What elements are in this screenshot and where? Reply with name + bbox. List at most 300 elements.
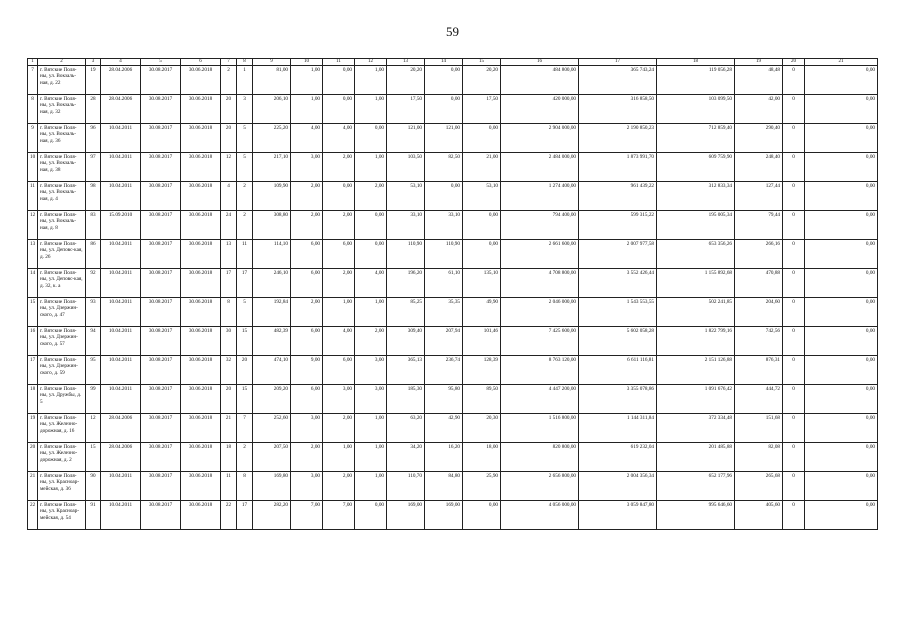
value-cell: 3,00 <box>355 356 387 385</box>
value-cell: 3 <box>237 95 253 124</box>
value-cell: 1,00 <box>323 443 355 472</box>
table-row <box>28 269 878 298</box>
value-cell: 49,90 <box>463 298 501 327</box>
date-cell: 30.08.2017 <box>141 182 181 211</box>
column-number-cell: 5 <box>141 59 181 66</box>
value-cell: 1 516 800,00 <box>501 414 579 443</box>
date-cell: 30.06.2018 <box>181 153 221 182</box>
value-cell: 110,90 <box>387 240 425 269</box>
value-cell: 1 274 400,00 <box>501 182 579 211</box>
value-cell: 6,00 <box>323 356 355 385</box>
address-cell: г. Вятские Поля-ны, ул. Дзержин-ского, д. 47 <box>38 298 86 327</box>
row-index-cell: 18 <box>28 385 38 414</box>
value-cell: 2 904 000,00 <box>501 124 579 153</box>
value-cell: 0,00 <box>355 501 387 530</box>
column-number-cell: 9 <box>253 59 291 66</box>
value-cell: 30 <box>221 327 237 356</box>
value-cell: 1 543 553,55 <box>579 298 657 327</box>
address-cell: г. Вятские Поля-ны, ул. Вокзаль-ная, д. 38 <box>38 153 86 182</box>
value-cell: 217,10 <box>253 153 291 182</box>
value-cell: 2,00 <box>323 153 355 182</box>
date-cell: 30.06.2018 <box>181 240 221 269</box>
value-cell: 2 004 356,34 <box>579 472 657 501</box>
value-cell: 0,00 <box>805 240 878 269</box>
value-cell: 204,60 <box>735 298 783 327</box>
row-index-cell: 9 <box>28 124 38 153</box>
value-cell: 20,20 <box>387 66 425 95</box>
value-cell: 20,30 <box>463 414 501 443</box>
house-id-cell: 97 <box>86 153 101 182</box>
value-cell: 7 <box>237 414 253 443</box>
value-cell: 6,00 <box>291 240 323 269</box>
date-cell: 10.04.2011 <box>101 327 141 356</box>
value-cell: 820 800,00 <box>501 443 579 472</box>
value-cell: 6,00 <box>291 327 323 356</box>
column-number-cell: 8 <box>237 59 253 66</box>
row-index-cell: 19 <box>28 414 38 443</box>
value-cell: 3 355 078,86 <box>579 385 657 414</box>
value-cell: 1,00 <box>355 66 387 95</box>
value-cell: 0,00 <box>805 414 878 443</box>
value-cell: 61,10 <box>425 269 463 298</box>
value-cell: 252,60 <box>253 414 291 443</box>
address-cell: г. Вятские Поля-ны, ул. Дзержин-ского, д. 57 <box>38 327 86 356</box>
value-cell: 17 <box>237 269 253 298</box>
value-cell: 81,00 <box>253 66 291 95</box>
value-cell: 34,20 <box>387 443 425 472</box>
value-cell: 599 315,22 <box>579 211 657 240</box>
address-cell: г. Вятские Поля-ны, ул. Дзержин-ского, д. 59 <box>38 356 86 385</box>
value-cell: 4 056 000,00 <box>501 501 579 530</box>
value-cell: 482,39 <box>253 327 291 356</box>
value-cell: 316 858,50 <box>579 95 657 124</box>
value-cell: 1,00 <box>355 298 387 327</box>
value-cell: 2,00 <box>323 472 355 501</box>
value-cell: 290,40 <box>735 124 783 153</box>
value-cell: 0,00 <box>323 95 355 124</box>
value-cell: 0,00 <box>463 240 501 269</box>
value-cell: 18,00 <box>463 443 501 472</box>
date-cell: 30.06.2018 <box>181 182 221 211</box>
value-cell: 876,31 <box>735 356 783 385</box>
date-cell: 10.04.2011 <box>101 269 141 298</box>
value-cell: 3,00 <box>355 385 387 414</box>
value-cell: 2 151 126,88 <box>657 356 735 385</box>
value-cell: 21,00 <box>463 153 501 182</box>
house-id-cell: 98 <box>86 182 101 211</box>
date-cell: 10.04.2011 <box>101 385 141 414</box>
value-cell: 742,56 <box>735 327 783 356</box>
table-row <box>28 327 878 356</box>
row-index-cell: 10 <box>28 153 38 182</box>
value-cell: 95,80 <box>425 385 463 414</box>
value-cell: 0,00 <box>805 269 878 298</box>
value-cell: 5 <box>237 153 253 182</box>
value-cell: 110,90 <box>425 240 463 269</box>
column-number-cell: 2 <box>38 59 86 66</box>
value-cell: 0,00 <box>355 211 387 240</box>
date-cell: 10.04.2011 <box>101 501 141 530</box>
value-cell: 365 743,24 <box>579 66 657 95</box>
column-number-cell: 21 <box>805 59 878 66</box>
table-row <box>28 414 878 443</box>
value-cell: 609 759,90 <box>657 153 735 182</box>
value-cell: 5 <box>237 298 253 327</box>
address-cell: г. Вятские Поля-ны, ул. Вокзаль-ная, д. 8 <box>38 211 86 240</box>
value-cell: 2,00 <box>323 414 355 443</box>
value-cell: 6 611 116,81 <box>579 356 657 385</box>
value-cell: 0,00 <box>323 66 355 95</box>
house-id-cell: 90 <box>86 472 101 501</box>
value-cell: 79,44 <box>735 211 783 240</box>
value-cell: 85,25 <box>387 298 425 327</box>
row-index-cell: 14 <box>28 269 38 298</box>
table-row <box>28 95 878 124</box>
value-cell: 0,00 <box>463 211 501 240</box>
value-cell: 128,39 <box>463 356 501 385</box>
value-cell: 13 <box>221 240 237 269</box>
column-number-cell: 6 <box>181 59 221 66</box>
value-cell: 0 <box>783 153 805 182</box>
value-cell: 119 056,28 <box>657 66 735 95</box>
value-cell: 0 <box>783 356 805 385</box>
date-cell: 30.08.2017 <box>141 66 181 95</box>
value-cell: 1,00 <box>355 472 387 501</box>
house-id-cell: 94 <box>86 327 101 356</box>
value-cell: 53,10 <box>463 182 501 211</box>
date-cell: 30.08.2017 <box>141 298 181 327</box>
value-cell: 0,00 <box>805 124 878 153</box>
value-cell: 48,48 <box>735 66 783 95</box>
house-id-cell: 99 <box>86 385 101 414</box>
value-cell: 0,00 <box>425 182 463 211</box>
value-cell: 0,00 <box>805 356 878 385</box>
value-cell: 15 <box>237 327 253 356</box>
value-cell: 196,20 <box>387 269 425 298</box>
value-cell: 0 <box>783 472 805 501</box>
page-number: 59 <box>446 24 459 39</box>
value-cell: 0,00 <box>805 501 878 530</box>
table-row <box>28 356 878 385</box>
value-cell: 82,50 <box>425 153 463 182</box>
value-cell: 372 334,48 <box>657 414 735 443</box>
value-cell: 201 485,88 <box>657 443 735 472</box>
row-index-cell: 20 <box>28 443 38 472</box>
value-cell: 84,80 <box>425 472 463 501</box>
value-cell: 3,00 <box>291 472 323 501</box>
table-row <box>28 472 878 501</box>
value-cell: 0 <box>783 385 805 414</box>
value-cell: 63,20 <box>387 414 425 443</box>
date-cell: 30.08.2017 <box>141 414 181 443</box>
table-row <box>28 240 878 269</box>
value-cell: 0,00 <box>425 66 463 95</box>
value-cell: 15 <box>237 385 253 414</box>
date-cell: 28.04.2006 <box>101 95 141 124</box>
value-cell: 42,00 <box>735 95 783 124</box>
date-cell: 10.04.2011 <box>101 356 141 385</box>
value-cell: 1,00 <box>355 443 387 472</box>
value-cell: 11 <box>221 472 237 501</box>
value-cell: 1 155 892,68 <box>657 269 735 298</box>
address-cell: г. Вятские Поля-ны, ул. Красноар-мейская, д. 54 <box>38 501 86 530</box>
value-cell: 4,00 <box>291 124 323 153</box>
row-index-cell: 17 <box>28 356 38 385</box>
value-cell: 6,00 <box>291 269 323 298</box>
value-cell: 20 <box>237 356 253 385</box>
housing-table <box>27 58 878 530</box>
value-cell: 3 552 426,44 <box>579 269 657 298</box>
row-index-cell: 11 <box>28 182 38 211</box>
value-cell: 169,80 <box>253 472 291 501</box>
value-cell: 25,90 <box>463 472 501 501</box>
value-cell: 1 <box>237 66 253 95</box>
value-cell: 312 833,34 <box>657 182 735 211</box>
value-cell: 18 <box>221 443 237 472</box>
value-cell: 2 007 977,58 <box>579 240 657 269</box>
value-cell: 195 005,34 <box>657 211 735 240</box>
value-cell: 995 646,60 <box>657 501 735 530</box>
value-cell: 0,00 <box>805 66 878 95</box>
date-cell: 30.06.2018 <box>181 269 221 298</box>
value-cell: 2 <box>237 443 253 472</box>
value-cell: 4 <box>221 182 237 211</box>
value-cell: 6,00 <box>323 240 355 269</box>
date-cell: 30.08.2017 <box>141 269 181 298</box>
value-cell: 474,10 <box>253 356 291 385</box>
value-cell: 4,00 <box>323 327 355 356</box>
value-cell: 33,10 <box>425 211 463 240</box>
value-cell: 0,00 <box>805 443 878 472</box>
value-cell: 2,00 <box>323 211 355 240</box>
value-cell: 53,10 <box>387 182 425 211</box>
value-cell: 712 859,40 <box>657 124 735 153</box>
date-cell: 10.04.2011 <box>101 472 141 501</box>
date-cell: 30.08.2017 <box>141 501 181 530</box>
value-cell: 2,00 <box>291 211 323 240</box>
date-cell: 30.08.2017 <box>141 443 181 472</box>
date-cell: 30.08.2017 <box>141 356 181 385</box>
row-index-cell: 12 <box>28 211 38 240</box>
table-row <box>28 66 878 95</box>
column-number-cell: 20 <box>783 59 805 66</box>
value-cell: 6,00 <box>291 385 323 414</box>
value-cell: 1 144 311,84 <box>579 414 657 443</box>
value-cell: 652 177,96 <box>657 472 735 501</box>
table-row <box>28 153 878 182</box>
value-cell: 0,00 <box>463 124 501 153</box>
date-cell: 10.04.2011 <box>101 240 141 269</box>
column-number-cell: 15 <box>463 59 501 66</box>
value-cell: 246,10 <box>253 269 291 298</box>
value-cell: 0 <box>783 95 805 124</box>
value-cell: 1,00 <box>291 66 323 95</box>
value-cell: 3 059 847,80 <box>579 501 657 530</box>
value-cell: 192,84 <box>253 298 291 327</box>
address-cell: г. Вятские Поля-ны, ул. Деповс-кая, д. 32, к. а <box>38 269 86 298</box>
house-id-cell: 12 <box>86 414 101 443</box>
value-cell: 103 099,50 <box>657 95 735 124</box>
date-cell: 30.08.2017 <box>141 153 181 182</box>
value-cell: 32 <box>221 356 237 385</box>
value-cell: 209,20 <box>253 385 291 414</box>
value-cell: 309,40 <box>387 327 425 356</box>
value-cell: 0 <box>783 327 805 356</box>
value-cell: 4,00 <box>323 124 355 153</box>
date-cell: 28.04.2006 <box>101 414 141 443</box>
date-cell: 30.06.2018 <box>181 298 221 327</box>
column-number-cell: 4 <box>101 59 141 66</box>
value-cell: 20 <box>221 95 237 124</box>
value-cell: 484 800,00 <box>501 66 579 95</box>
column-number-cell: 19 <box>735 59 783 66</box>
value-cell: 0 <box>783 66 805 95</box>
value-cell: 0,00 <box>355 124 387 153</box>
value-cell: 207,50 <box>253 443 291 472</box>
value-cell: 0,00 <box>355 240 387 269</box>
value-cell: 20 <box>221 385 237 414</box>
value-cell: 420 000,00 <box>501 95 579 124</box>
value-cell: 7 425 600,00 <box>501 327 579 356</box>
value-cell: 0 <box>783 269 805 298</box>
date-cell: 30.08.2017 <box>141 240 181 269</box>
value-cell: 169,00 <box>425 501 463 530</box>
value-cell: 1 091 676,42 <box>657 385 735 414</box>
row-index-cell: 13 <box>28 240 38 269</box>
date-cell: 30.06.2018 <box>181 472 221 501</box>
house-id-cell: 96 <box>86 124 101 153</box>
date-cell: 28.04.2006 <box>101 66 141 95</box>
value-cell: 151,68 <box>735 414 783 443</box>
column-number-cell: 11 <box>323 59 355 66</box>
value-cell: 2,00 <box>323 269 355 298</box>
value-cell: 0 <box>783 124 805 153</box>
address-cell: г. Вятские Поля-ны, ул. Железно-дорожная, д. 16 <box>38 414 86 443</box>
value-cell: 248,40 <box>735 153 783 182</box>
house-id-cell: 86 <box>86 240 101 269</box>
value-cell: 1,00 <box>323 298 355 327</box>
value-cell: 225,20 <box>253 124 291 153</box>
column-number-cell: 3 <box>86 59 101 66</box>
value-cell: 2 656 800,00 <box>501 472 579 501</box>
value-cell: 2,00 <box>291 443 323 472</box>
date-cell: 30.08.2017 <box>141 211 181 240</box>
value-cell: 4,00 <box>355 269 387 298</box>
value-cell: 121,00 <box>387 124 425 153</box>
value-cell: 2 <box>237 182 253 211</box>
value-cell: 3,00 <box>323 385 355 414</box>
value-cell: 2,00 <box>291 182 323 211</box>
value-cell: 17 <box>237 501 253 530</box>
row-index-cell: 15 <box>28 298 38 327</box>
column-number-cell: 12 <box>355 59 387 66</box>
value-cell: 405,60 <box>735 501 783 530</box>
row-index-cell: 21 <box>28 472 38 501</box>
value-cell: 653 356,26 <box>657 240 735 269</box>
date-cell: 15.09.2010 <box>101 211 141 240</box>
house-id-cell: 91 <box>86 501 101 530</box>
value-cell: 308,80 <box>253 211 291 240</box>
value-cell: 4 708 800,00 <box>501 269 579 298</box>
table-row <box>28 501 878 530</box>
value-cell: 169,00 <box>387 501 425 530</box>
value-cell: 0,00 <box>805 153 878 182</box>
table-row <box>28 385 878 414</box>
date-cell: 28.04.2006 <box>101 443 141 472</box>
value-cell: 0,00 <box>425 95 463 124</box>
value-cell: 33,10 <box>387 211 425 240</box>
value-cell: 0 <box>783 501 805 530</box>
value-cell: 121,00 <box>425 124 463 153</box>
value-cell: 1,00 <box>355 153 387 182</box>
date-cell: 30.06.2018 <box>181 124 221 153</box>
value-cell: 0 <box>783 298 805 327</box>
table-row <box>28 298 878 327</box>
date-cell: 30.06.2018 <box>181 66 221 95</box>
date-cell: 30.08.2017 <box>141 327 181 356</box>
house-id-cell: 28 <box>86 95 101 124</box>
value-cell: 0,00 <box>805 211 878 240</box>
date-cell: 10.04.2011 <box>101 153 141 182</box>
value-cell: 0,00 <box>323 182 355 211</box>
value-cell: 16,20 <box>425 443 463 472</box>
house-id-cell: 19 <box>86 66 101 95</box>
value-cell: 82,08 <box>735 443 783 472</box>
value-cell: 17,50 <box>463 95 501 124</box>
value-cell: 365,13 <box>387 356 425 385</box>
value-cell: 2 661 600,00 <box>501 240 579 269</box>
value-cell: 2,00 <box>291 298 323 327</box>
value-cell: 20,20 <box>463 66 501 95</box>
house-id-cell: 83 <box>86 211 101 240</box>
value-cell: 502 241,85 <box>657 298 735 327</box>
value-cell: 2,00 <box>355 327 387 356</box>
value-cell: 0 <box>783 443 805 472</box>
value-cell: 5 <box>237 124 253 153</box>
value-cell: 2,00 <box>355 182 387 211</box>
address-cell: г. Вятские Поля-ны, ул. Железно-дорожная, д. 2 <box>38 443 86 472</box>
value-cell: 24 <box>221 211 237 240</box>
column-number-cell: 17 <box>579 59 657 66</box>
row-index-cell: 22 <box>28 501 38 530</box>
date-cell: 30.06.2018 <box>181 414 221 443</box>
value-cell: 1,00 <box>355 414 387 443</box>
value-cell: 2 <box>237 211 253 240</box>
date-cell: 30.06.2018 <box>181 385 221 414</box>
value-cell: 0,00 <box>805 298 878 327</box>
value-cell: 185,30 <box>387 385 425 414</box>
address-cell: г. Вятские Поля-ны, ул. Вокзаль-ная, д. 36 <box>38 124 86 153</box>
value-cell: 265,68 <box>735 472 783 501</box>
column-number-cell: 7 <box>221 59 237 66</box>
value-cell: 470,88 <box>735 269 783 298</box>
value-cell: 2 484 000,00 <box>501 153 579 182</box>
value-cell: 2 046 000,00 <box>501 298 579 327</box>
value-cell: 0,00 <box>805 95 878 124</box>
house-id-cell: 92 <box>86 269 101 298</box>
value-cell: 8 <box>221 298 237 327</box>
value-cell: 7,00 <box>291 501 323 530</box>
date-cell: 30.06.2018 <box>181 95 221 124</box>
value-cell: 42,90 <box>425 414 463 443</box>
value-cell: 35,35 <box>425 298 463 327</box>
value-cell: 207,94 <box>425 327 463 356</box>
table-row <box>28 182 878 211</box>
value-cell: 9,00 <box>291 356 323 385</box>
value-cell: 236,74 <box>425 356 463 385</box>
date-cell: 30.06.2018 <box>181 443 221 472</box>
value-cell: 8 <box>237 472 253 501</box>
